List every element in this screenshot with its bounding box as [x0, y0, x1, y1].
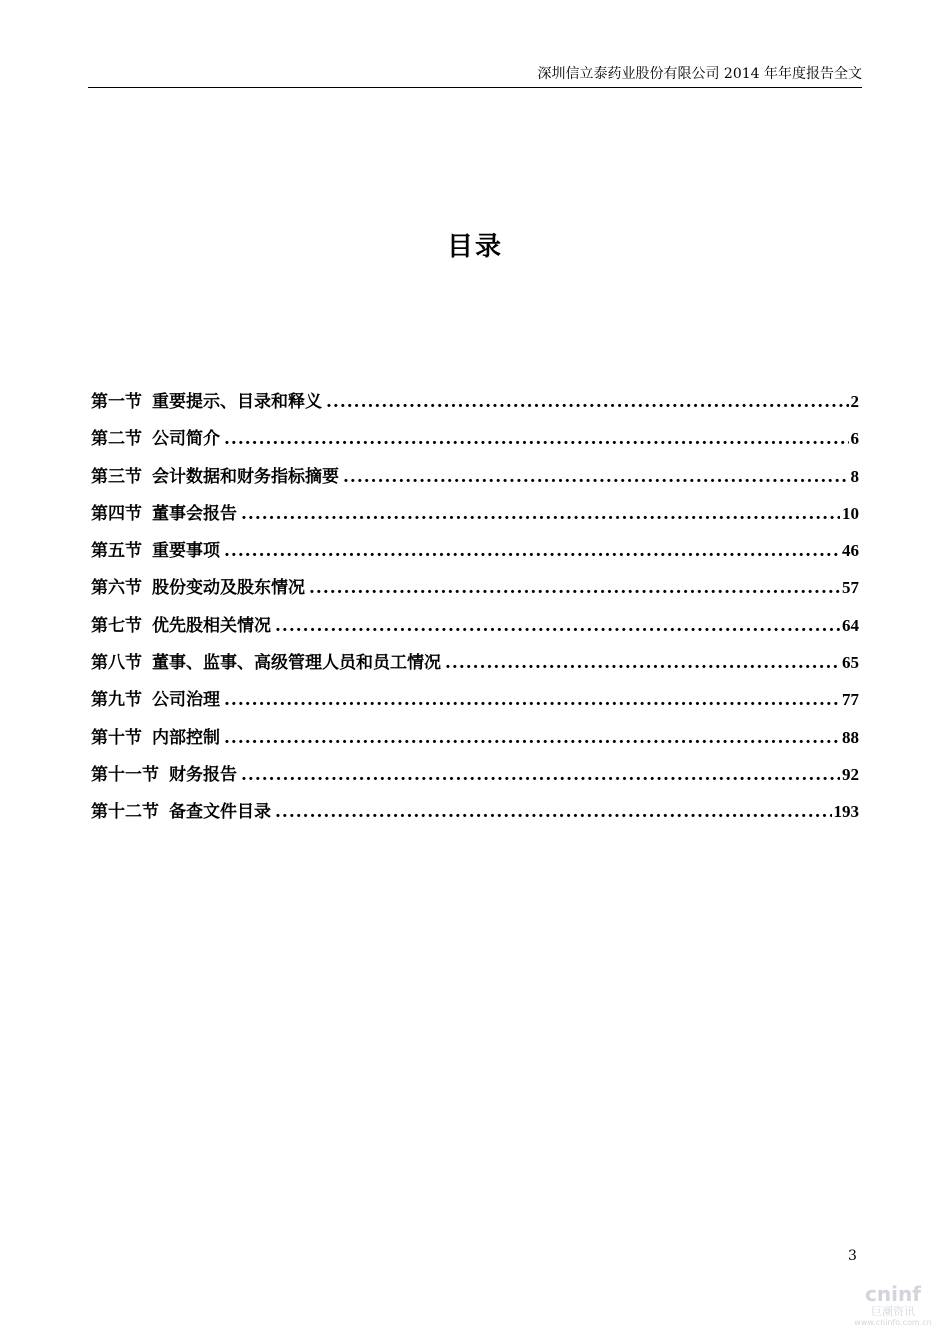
- toc-page: 10: [842, 503, 859, 523]
- toc-leader: [275, 802, 832, 822]
- toc-title: 优先股相关情况: [152, 615, 271, 636]
- toc-entry[interactable]: [91, 387, 859, 424]
- toc-page: 57: [842, 578, 859, 598]
- toc-entry[interactable]: [91, 424, 859, 461]
- toc-page: 64: [842, 615, 859, 635]
- cninfo-watermark: [838, 1283, 948, 1341]
- toc-leader: [445, 653, 840, 673]
- toc-section: 第七节: [91, 615, 142, 636]
- toc-entry[interactable]: [91, 760, 859, 797]
- page-number: 3: [848, 1248, 857, 1264]
- toc-entry[interactable]: [91, 685, 859, 722]
- toc-leader: [224, 690, 840, 710]
- toc-section: 第三节: [91, 466, 142, 487]
- toc-section: 第一节: [91, 392, 142, 412]
- toc-entry[interactable]: [91, 648, 859, 685]
- toc-section: 第十一节: [91, 764, 159, 785]
- toc-entry[interactable]: [91, 723, 859, 760]
- toc-page: 2: [850, 392, 859, 411]
- running-header: 深圳信立泰药业股份有限公司 2014 年年度报告全文: [537, 66, 862, 82]
- toc-title: 会计数据和财务指标摘要: [152, 466, 339, 487]
- toc-entry[interactable]: [91, 611, 859, 648]
- toc-section: 第十二节: [91, 802, 159, 823]
- toc-title: 内部控制: [152, 727, 220, 748]
- toc-title: 股份变动及股东情况: [152, 578, 305, 599]
- toc-page: 6: [850, 429, 859, 449]
- page-title: 目录: [446, 232, 503, 262]
- toc-section: 第四节: [91, 503, 142, 524]
- toc-page: 65: [842, 653, 859, 673]
- toc-page: 46: [842, 541, 859, 561]
- toc-leader: [224, 728, 840, 748]
- toc-page: 193: [833, 802, 859, 822]
- toc-title: 备查文件目录: [169, 802, 271, 823]
- toc-title: 公司治理: [152, 690, 220, 711]
- toc-leader: [224, 541, 840, 561]
- toc-entry[interactable]: [91, 797, 859, 834]
- toc-title: 财务报告: [169, 764, 237, 785]
- toc-leader: [275, 616, 840, 636]
- toc-entry[interactable]: [91, 499, 859, 536]
- toc-section: 第八节: [91, 653, 142, 674]
- header-rule: [88, 87, 862, 88]
- table-of-contents: [91, 387, 859, 835]
- toc-page: 92: [842, 764, 859, 784]
- toc-leader: [241, 765, 840, 785]
- toc-page: 8: [850, 466, 859, 486]
- watermark-logo: cninf: [865, 1282, 921, 1306]
- toc-leader: [224, 429, 849, 449]
- toc-section: 第九节: [91, 690, 142, 711]
- toc-title: 公司简介: [152, 429, 220, 450]
- toc-section: 第五节: [91, 541, 142, 562]
- toc-page: 88: [842, 727, 859, 747]
- toc-section: 第二节: [91, 429, 142, 450]
- toc-leader: [326, 392, 849, 412]
- toc-entry[interactable]: [91, 536, 859, 573]
- watermark-url: www.cninfo.com.cn: [854, 1318, 932, 1327]
- toc-title: 重要事项: [152, 541, 220, 562]
- toc-entry[interactable]: [91, 462, 859, 499]
- toc-title: 董事、监事、高级管理人员和员工情况: [152, 653, 441, 674]
- watermark-cn-text: 巨潮资讯: [871, 1305, 915, 1318]
- toc-leader: [309, 578, 840, 598]
- toc-section: 第十节: [91, 727, 142, 748]
- toc-title: 董事会报告: [152, 503, 237, 524]
- toc-title: 重要提示、目录和释义: [152, 392, 322, 412]
- toc-entry[interactable]: [91, 573, 859, 610]
- toc-leader: [241, 504, 840, 524]
- toc-leader: [343, 467, 849, 487]
- toc-section: 第六节: [91, 578, 142, 599]
- toc-page: 77: [842, 690, 859, 710]
